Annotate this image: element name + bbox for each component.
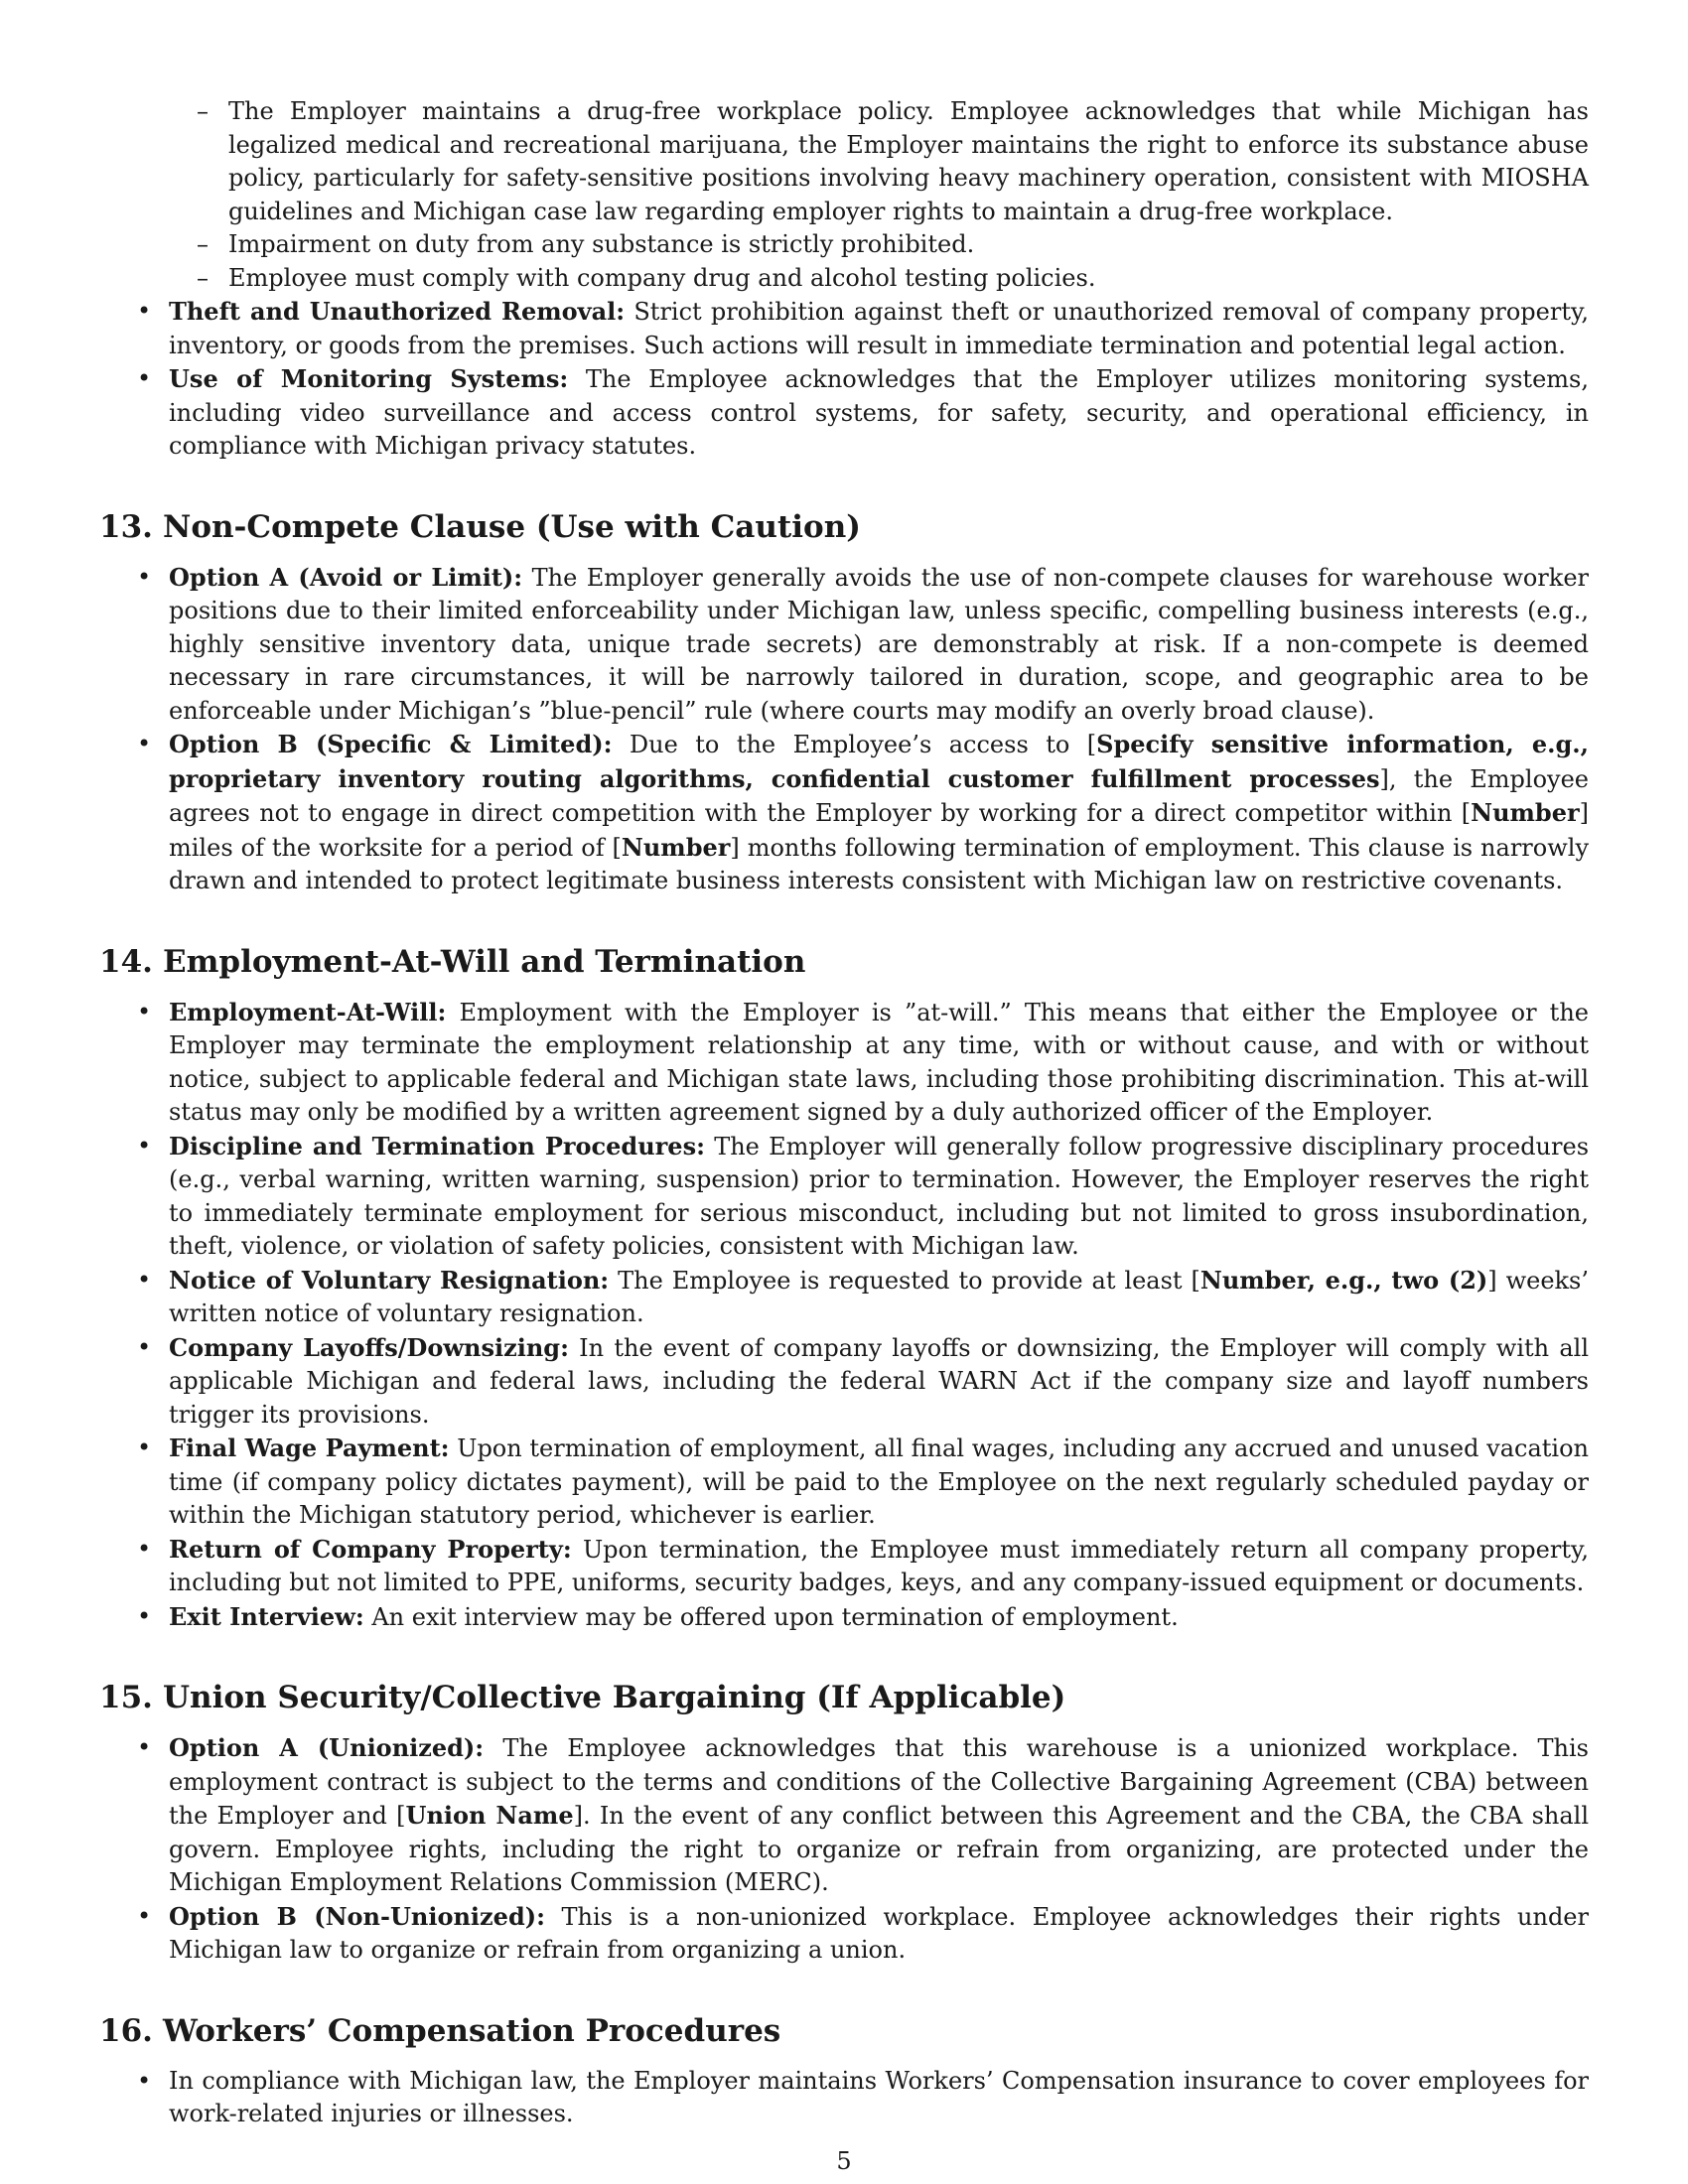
final-wage-item <box>99 1432 1589 1533</box>
section13-list <box>99 561 1589 898</box>
section16-title: Workers’ Compensation Procedures <box>163 2012 781 2049</box>
theft-text: Strict prohibition against theft or unauthorized removal of company property, inventory, or goods from the premises. Such actions will result in immediate termination and potential legal action. <box>169 298 1589 359</box>
layoffs-label: Company Layoffs/Downsizing: <box>169 1332 569 1362</box>
drug-policy-subitems <box>99 95 1589 295</box>
final-wage-label: Final Wage Payment: <box>169 1433 450 1462</box>
section16-list <box>99 2065 1589 2131</box>
drug-free-policy-item: – The Employer maintains a drug-free workplace policy. Employee acknowledges that while Michigan has legalized medical and recreational marijuana, the Employer maintains the right to enforce its substance abuse policy, particularly for safety-sensitive positions involving heavy machinery operation, consistent with MIOSHA guidelines and Michigan case law regarding employer rights to maintain a drug-free workplace. <box>99 95 1589 228</box>
section14-list <box>99 996 1589 1635</box>
resignation-label: Notice of Voluntary Resignation: <box>169 1265 610 1295</box>
discipline-label: Discipline and Termination Procedures: <box>169 1131 705 1160</box>
section14-number: 14. <box>99 943 153 980</box>
option-a-text: The Employer generally avoids the use of non-compete clauses for warehouse worker positions due to their limited enforceability under Michigan law, unless specific, compelling business interests (e.g., highly sensitive inventory data, unique trade secrets) are demonstrably at risk. If a non-compete is deemed necessary in rare circumstances, it will be narrowly tailored in duration, scope, and geographic area to be enforceable under Michigan’s ”blue-pencil” rule (where courts may modify an overly broad clause). <box>169 563 1589 725</box>
return-property-label: Return of Company Property: <box>169 1534 572 1564</box>
theft-label: Theft and Unauthorized Removal: <box>169 297 626 326</box>
option-b-label: Option B (Specific & Limited): <box>169 730 613 758</box>
resignation-text-2: ] weeks’ written notice of voluntary resignation. <box>169 1266 1590 1327</box>
non-unionized-text: This is a non-unionized workplace. Employee acknowledges their rights under Michigan law to organize or refrain from organizing a union. <box>169 1902 1589 1964</box>
workers-comp-item: • In compliance with Michigan law, the Employer maintains Workers’ Compensation insurance to cover employees for work-related injuries or illnesses. <box>99 2065 1589 2131</box>
exit-interview-item <box>99 1600 1589 1635</box>
section15-list <box>99 1731 1589 1968</box>
section13-heading <box>99 507 1589 547</box>
impairment-item: – Impairment on duty from any substance is strictly prohibited. <box>99 228 1589 262</box>
section15-heading <box>99 1678 1589 1717</box>
section14-heading <box>99 942 1589 982</box>
unionized-label: Option A (Unionized): <box>169 1733 485 1762</box>
document-page <box>99 95 1589 2131</box>
unionized-text-2: ]. In the event of any conflict between this Agreement and the CBA, the CBA shall govern. Employee rights, including the right to organize or refrain from organizing, are protected under the Michigan Employment Relations Commission (MERC). <box>169 1802 1590 1896</box>
layoffs-text: In the event of company layoffs or downsizing, the Employer will comply with all applicable Michigan and federal laws, including the federal WARN Act if the company size and layoff numbers trigger its provisions. <box>169 1333 1589 1429</box>
section15-number: 15. <box>99 1680 153 1715</box>
monitoring-item <box>99 362 1589 464</box>
noncompete-option-a <box>99 561 1589 729</box>
resignation-text-1: The Employee is requested to provide at least [ <box>609 1266 1200 1295</box>
section13-title: Non-Compete Clause (Use with Caution) <box>163 508 861 545</box>
section15-title: Union Security/Collective Bargaining (If Applicable) <box>163 1680 1066 1715</box>
resignation-item <box>99 1264 1589 1331</box>
section16-number: 16. <box>99 2012 153 2049</box>
noncompete-option-b <box>99 728 1589 898</box>
layoffs-item <box>99 1331 1589 1433</box>
unionized-text-1: The Employee acknowledges that this warehouse is a unionized workplace. This employment contract is subject to the terms and conditions of the Collective Bargaining Agreement (CBA) between the Employer and [ <box>169 1734 1590 1830</box>
discipline-text: The Employer will generally follow progressive disciplinary procedures (e.g., verbal warning, written warning, suspension) prior to termination. However, the Employer reserves the right to immediately terminate employment for serious misconduct, including but not limited to gross insubordination, theft, violence, or violation of safety policies, consistent with Michigan law. <box>169 1132 1590 1260</box>
at-will-text: Employment with the Employer is ”at-will.” This means that either the Employee or the Employer may terminate the employment relationship at any time, with or without cause, and with or without notice, subject to applicable federal and Michigan state laws, including those prohibiting discrimination. This at-will status may only be modified by a written agreement signed by a duly authorized officer of the Employer. <box>169 998 1589 1126</box>
at-will-label: Employment-At-Will: <box>169 997 447 1026</box>
option-b-text-1: Due to the Employee’s access to [ <box>612 731 1097 758</box>
exit-interview-label: Exit Interview: <box>169 1601 364 1631</box>
section14-title: Employment-At-Will and Termination <box>163 943 806 980</box>
testing-compliance-item: – Employee must comply with company drug and alcohol testing policies. <box>99 262 1589 296</box>
theft-item <box>99 295 1589 362</box>
non-unionized-option-b <box>99 1900 1589 1968</box>
exit-interview-text: An exit interview may be offered upon termination of employment. <box>363 1602 1179 1631</box>
section16-heading <box>99 2011 1589 2051</box>
option-b-text-2: ], the Employee agrees not to engage in direct competition with the Employer by working for a direct competitor within [ <box>169 764 1589 827</box>
option-b-text-4: ] months following termination of employment. This clause is narrowly drawn and intended to protect legitimate business interests consistent with Michigan law on restrictive covenants. <box>169 833 1589 894</box>
non-unionized-label: Option B (Non-Unionized): <box>169 1901 545 1931</box>
option-a-label: Option A (Avoid or Limit): <box>169 562 523 592</box>
option-b-text-3: ] miles of the worksite for a period of [ <box>169 799 1589 862</box>
resignation-placeholder: Number, e.g., two (2) <box>1199 1265 1488 1295</box>
option-b-placeholder-info: Specify sensitive information, e.g., proprietary inventory routing algorithms, confidential customer fulfillment processes <box>169 730 1590 793</box>
monitoring-label: Use of Monitoring Systems: <box>169 364 569 393</box>
return-property-text: Upon termination, the Employee must immediately return all company property, including but not limited to PPE, uniforms, security badges, keys, and any company-issued equipment or documents. <box>169 1535 1589 1596</box>
final-wage-text: Upon termination of employment, all final wages, including any accrued and unused vacation time (if company policy dictates payment), will be paid to the Employee on the next regularly scheduled payday or within the Michigan statutory period, whichever is earlier. <box>169 1434 1589 1529</box>
monitoring-text: The Employee acknowledges that the Employer utilizes monitoring systems, including video surveillance and access control systems, for safety, security, and operational efficiency, in compliance with Michigan privacy statutes. <box>169 365 1589 460</box>
section13-number: 13. <box>99 508 153 545</box>
unionized-option-a <box>99 1731 1589 1900</box>
section12-list <box>99 295 1589 464</box>
union-name-placeholder: Union Name <box>405 1801 574 1830</box>
at-will-item <box>99 996 1589 1130</box>
option-b-placeholder-months: Number <box>621 832 731 862</box>
discipline-item <box>99 1130 1589 1264</box>
page-number: 5 <box>836 2147 852 2175</box>
return-property-item <box>99 1533 1589 1600</box>
option-b-placeholder-miles: Number <box>1471 798 1580 827</box>
